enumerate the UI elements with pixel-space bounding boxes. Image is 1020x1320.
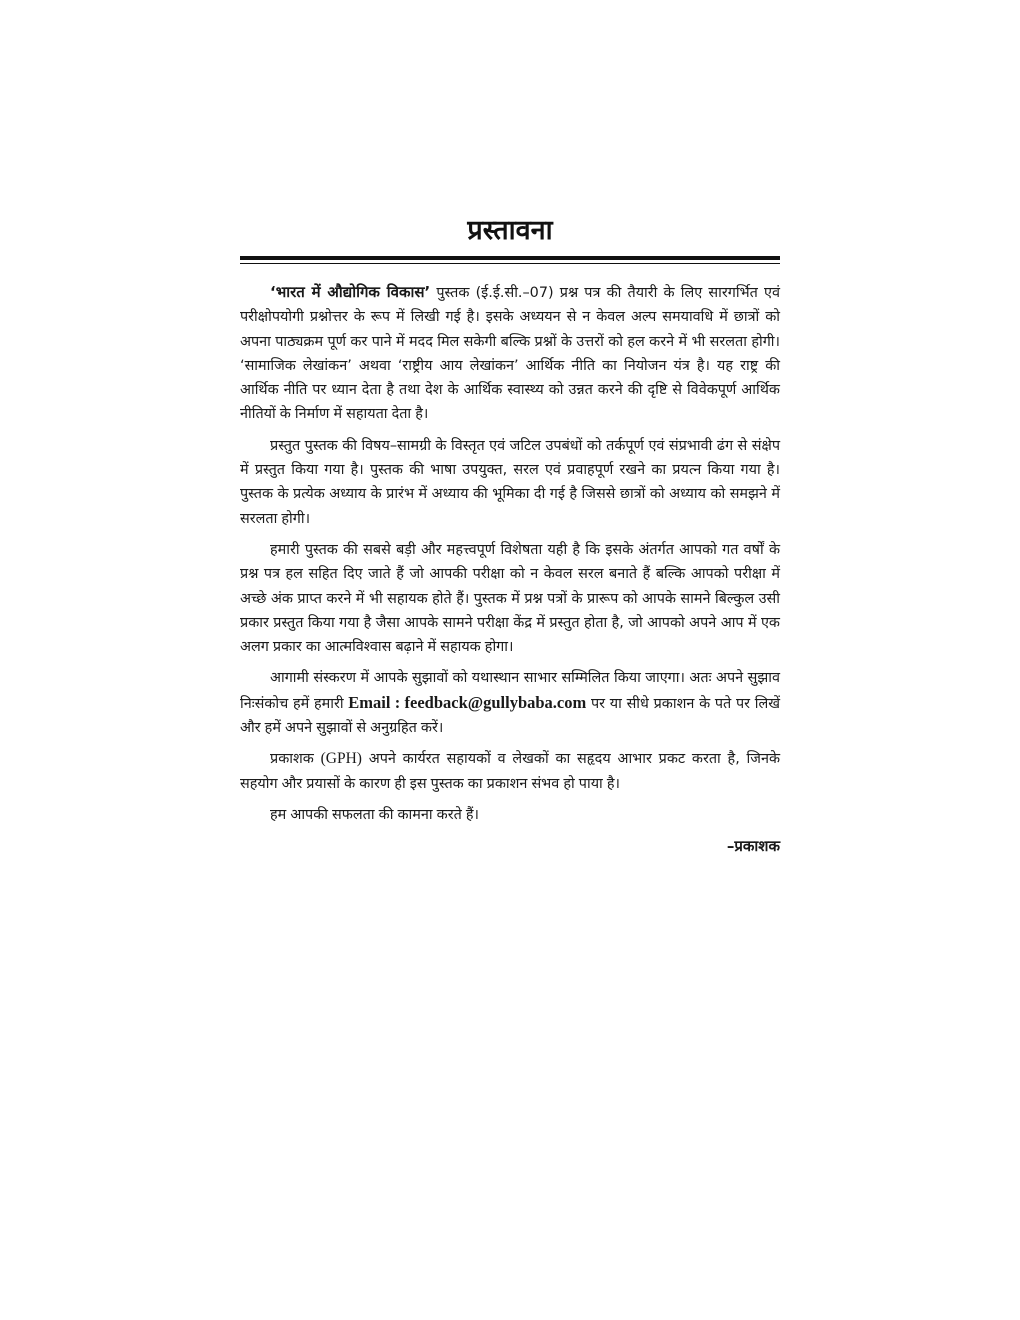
paragraph-intro-text: पुस्तक (ई.ई.सी.–07) प्रश्न पत्र की तैयारी के लिए सारगर्भित एवं परीक्षोपयोगी प्रश्नोत्तर के रूप में लिखी गई है। इसके अध्ययन से न केवल अल्प समयावधि में छात्रों को अपना पाठ्यक्रम पूर्ण कर पाने में मदद मिल सकेगी बल्कि प्रश्नों के उत्तरों को हल करने में भी सरलता होगी। ‘सामाजिक लेखांकन’ अथवा ‘राष्ट्रीय आय लेखांकन’ आर्थिक नीति का नियोजन यंत्र है। यह राष्ट्र की आर्थिक नीति पर ध्यान देता है तथा देश के आर्थिक स्वास्थ्य को उन्नत करने की दृष्टि से विवेकपूर्ण आर्थिक नीतियों के निर्माण में सहायता देता है।	[240, 285, 780, 423]
signature: –प्रकाशक	[726, 837, 780, 856]
publisher-abbrev: (GPH)	[320, 750, 362, 768]
ack-text-before: प्रकाशक	[270, 751, 321, 768]
paragraph-intro	[240, 280, 780, 427]
paragraph-features: हमारी पुस्तक की सबसे बड़ी और महत्त्वपूर्ण विशेषता यही है कि इसके अंतर्गत आपको गत वर्षों के प्रश्न पत्र हल सहित दिए जाते हैं जो आपकी परीक्षा को न केवल सरल बनाते हैं बल्कि आपको परीक्षा में अच्छे अंक प्राप्त करने में भी सहायक होते हैं। पुस्तक में प्रश्न पत्रों के प्रारूप को आपके सामने बिल्कुल उसी प्रकार प्रस्तुत किया गया है जैसा आपके सामने परीक्षा केंद्र में प्रस्तुत होता है, जो आपको अपने आप में एक अलग प्रकार का आत्मविश्वास बढ़ाने में सहायक होगा।	[240, 541, 780, 656]
paragraph-wishes: हम आपकी सफलता की कामना करते हैं।	[270, 806, 479, 823]
title-rule-thick	[240, 256, 780, 260]
feedback-text-before: आगामी संस्करण में आपके सुझावों को यथास्थान साभार सम्मिलित किया जाएगा। अतः अपने सुझाव निःसंकोच हमें हमारी	[240, 670, 780, 712]
quote-close: ’	[424, 283, 431, 301]
quote-open: ‘	[270, 283, 276, 301]
book-title: भारत में औद्योगिक विकास	[275, 283, 425, 301]
ack-text-after: अपने कार्यरत सहायकों व लेखकों का सहृदय आभार प्रकट करता है, जिनके सहयोग और प्रयासों के कारण ही इस पुस्तक का प्रकाशन संभव हो पाया है।	[240, 751, 780, 792]
preface-body	[240, 280, 780, 858]
feedback-email: Email : feedback@gullybaba.com	[348, 692, 587, 712]
feedback-text-after: पर या सीधे प्रकाशन के पते पर लिखें और हमें अपने सुझावों से अनुग्रहित करें।	[240, 695, 780, 737]
paragraph-feedback	[240, 666, 780, 740]
paragraph-content: प्रस्तुत पुस्तक की विषय–सामग्री के विस्तृत एवं जटिल उपबंधों को तर्कपूर्ण एवं संप्रभावी ढंग से संक्षेप में प्रस्तुत किया गया है। पुस्तक की भाषा उपयुक्त, सरल एवं प्रवाहपूर्ण रखने का प्रयत्न किया गया है। पुस्तक के प्रत्येक अध्याय के प्रारंभ में अध्याय की भूमिका दी गई है जिससे छात्रों को अध्याय को समझने में सरलता होगी।	[240, 437, 780, 527]
page-title: प्रस्तावना	[467, 215, 553, 246]
paragraph-acknowledgement	[240, 747, 780, 796]
preface-page	[240, 212, 780, 858]
title-rule-thin	[240, 263, 780, 264]
